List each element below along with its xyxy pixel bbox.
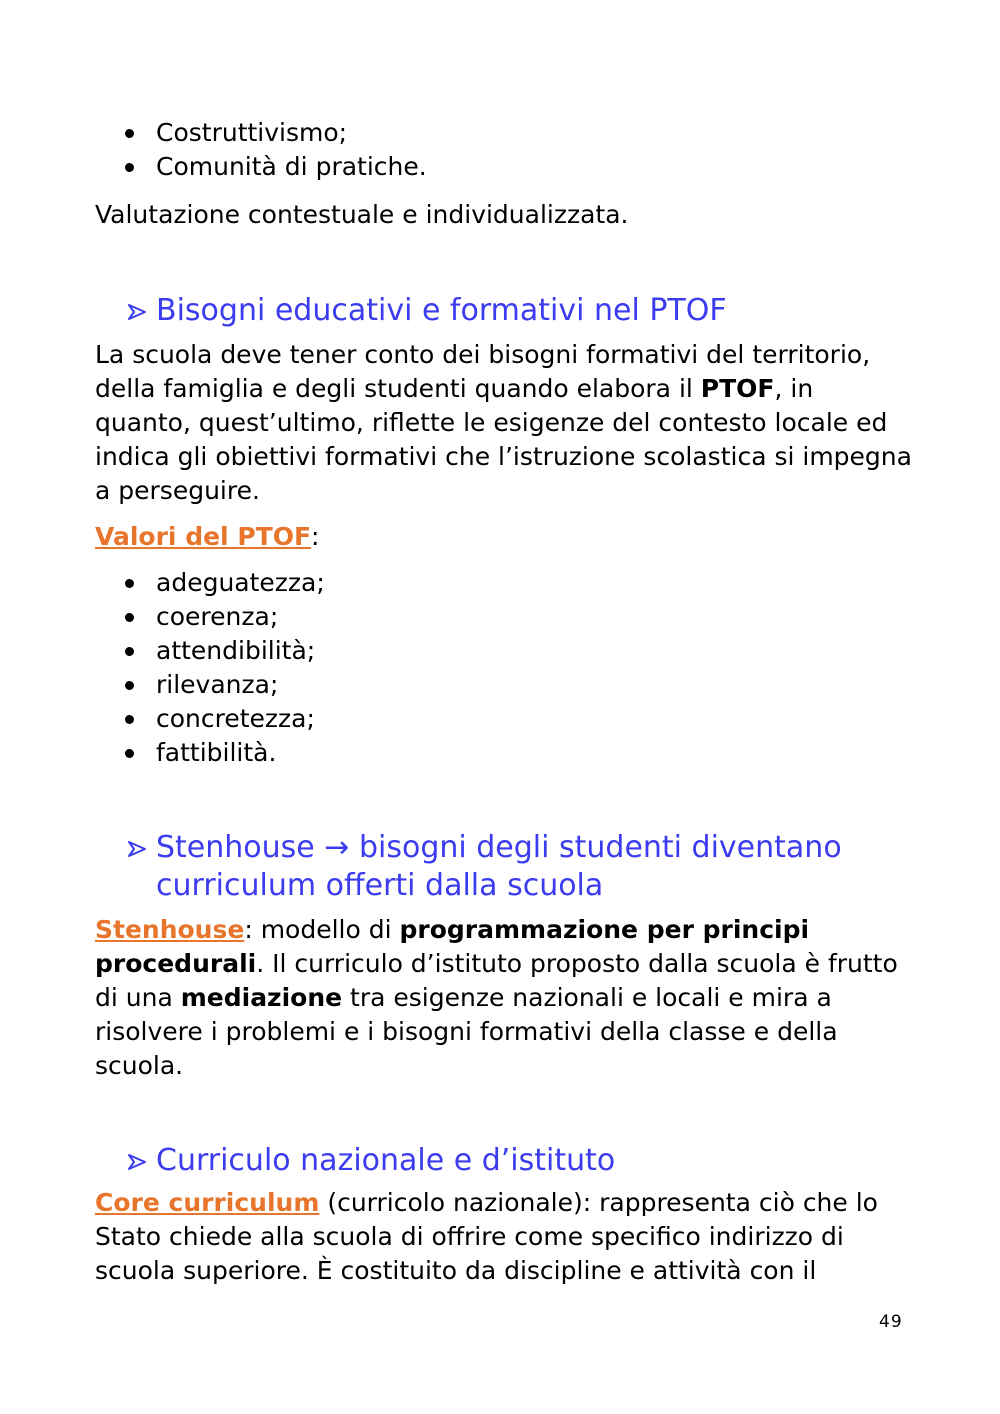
- section-heading-curriculo: [125, 1142, 946, 1180]
- right-arrow-icon: →: [324, 830, 350, 865]
- list-item: fattibilità.: [95, 736, 325, 770]
- heading-text: Curriculo nazionale e d’istituto: [156, 1143, 616, 1178]
- evaluation-paragraph: Valutazione contestuale e individualizzata.: [95, 200, 629, 229]
- section-heading-ptof: [125, 292, 946, 330]
- core-curriculum-paragraph: Core curriculum (curricolo nazionale): rappresenta ciò che lo Stato chiede alla scuola di offrire come specifico indirizzo di scuola superiore. È costituito da discipline e attività con il: [95, 1188, 878, 1285]
- core-curriculum-label: Core curriculum: [95, 1188, 320, 1217]
- list-item: rilevanza;: [95, 668, 325, 702]
- ptof-paragraph: La scuola deve tener conto dei bisogni formativi del territorio, della famiglia e degli studenti quando elabora il PTOF, in quanto, quest’ultimo, riflette le esigenze del contesto locale ed indica gli obiettivi formativi che l’istruzione scolastica si impegna a perseguire.: [95, 340, 912, 505]
- bullet-dot-icon: [125, 681, 134, 690]
- list-item: Comunità di pratiche.: [95, 150, 427, 184]
- bullet-dot-icon: [125, 163, 134, 172]
- bullet-dot-icon: [125, 129, 134, 138]
- bullet-dot-icon: [125, 579, 134, 588]
- ptof-term: PTOF: [700, 374, 775, 403]
- arrowhead-icon: [127, 302, 147, 322]
- top-bullet-list: [95, 116, 427, 184]
- bullet-dot-icon: [125, 647, 134, 656]
- page-number: 49: [879, 1312, 903, 1332]
- list-item: Costruttivismo;: [95, 116, 427, 150]
- list-item: coerenza;: [95, 600, 325, 634]
- stenhouse-paragraph: Stenhouse: modello di programmazione per principi procedurali. Il curriculo d’istituto proposto dalla scuola è frutto di una mediazione tra esigenze nazionali e locali e mira a risolvere i problemi e i bisogni formativi della classe e della scuola.: [95, 915, 898, 1080]
- arrowhead-icon: [127, 839, 147, 859]
- list-item: adeguatezza;: [95, 566, 325, 600]
- ptof-values-list: [95, 566, 325, 770]
- list-item: concretezza;: [95, 702, 325, 736]
- bullet-dot-icon: [125, 715, 134, 724]
- values-label-link: Valori del PTOF: [95, 522, 312, 551]
- heading-text: Bisogni educativi e formativi nel PTOF: [156, 293, 727, 328]
- list-item: attendibilità;: [95, 634, 325, 668]
- ptof-values-label: Valori del PTOF:: [95, 522, 320, 551]
- stenhouse-label: Stenhouse: [95, 915, 245, 944]
- arrowhead-icon: [127, 1152, 147, 1172]
- bullet-dot-icon: [125, 613, 134, 622]
- bullet-dot-icon: [125, 749, 134, 758]
- section-heading-stenhouse: Stenhouse → bisogni degli studenti diventano curriculum offerti dalla scuola: [125, 829, 946, 905]
